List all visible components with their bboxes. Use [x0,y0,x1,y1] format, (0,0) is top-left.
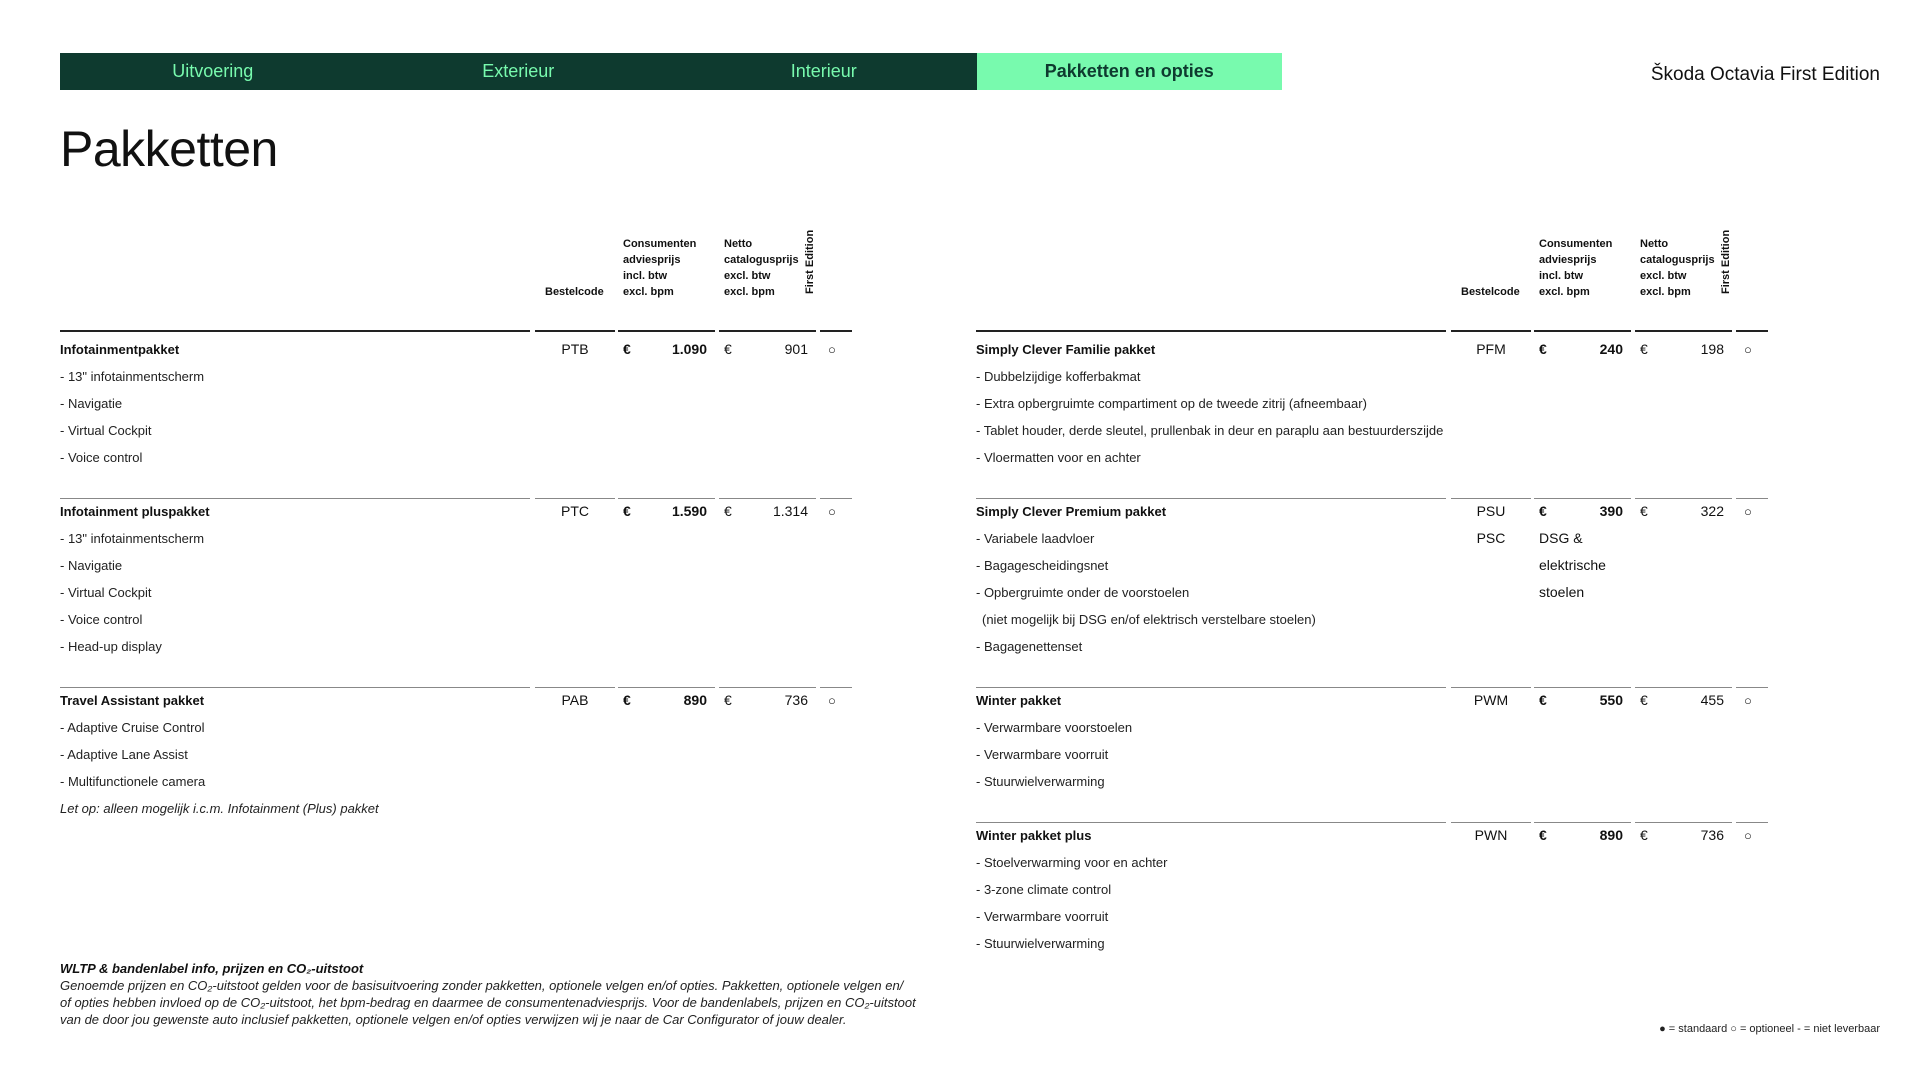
package-row [60,336,852,363]
package-item: - Dubbelzijdige kofferbakmat [976,369,1141,384]
package-block [976,687,1768,795]
package-item-row [976,390,1768,417]
package-item-row [60,768,852,795]
package-table-left [60,228,852,849]
package-item: - Stuurwielverwarming [976,936,1105,951]
package-item: - 13" infotainmentscherm [60,369,205,384]
package-item: - Bagagenettenset [976,639,1083,654]
package-item: - Stuurwielverwarming [976,774,1105,789]
currency-symbol: € [724,341,732,357]
package-alt-note: DSG & [1539,530,1583,546]
package-item-row [60,390,852,417]
net-price: 455 [1700,692,1724,708]
package-item: - 3-zone climate control [976,882,1112,897]
package-name: Winter pakket [976,693,1062,708]
package-code: PWN [1474,827,1508,843]
net-price: 901 [784,341,808,357]
section-tabs [60,53,1282,90]
package-item-row [976,903,1768,930]
package-alt-code: PSC [1476,530,1506,546]
package-item-row [976,606,1768,633]
header-rule [1736,330,1768,332]
package-item-row [976,633,1768,660]
currency-symbol: € [1640,341,1648,357]
legend: ● = standaard ○ = optioneel - = niet leverbaar [1659,1023,1880,1035]
header-consumentenprijs: Consumenten adviesprijs incl. btw excl. bpm [1539,238,1613,298]
package-name: Simply Clever Premium pakket [976,504,1167,519]
net-price: 198 [1700,341,1724,357]
optional-mark: ○ [1744,828,1752,843]
net-price: 1.314 [772,503,808,519]
package-row [976,498,1768,525]
net-price: 736 [784,692,808,708]
package-item: - Multifunctionele camera [60,774,206,789]
package-row [976,687,1768,714]
package-item: - Virtual Cockpit [60,585,152,600]
package-item-row [60,444,852,471]
package-item-row [60,363,852,390]
optional-mark: ○ [828,342,836,357]
header-first-edition: First Edition [804,229,816,294]
currency-symbol: € [724,692,732,708]
package-item: - Voice control [60,450,143,465]
package-code: PTB [561,341,589,357]
header-rule [618,330,715,332]
package-item: - Tablet houder, derde sleutel, prullenbak in deur en paraplu aan bestuurderszijde [976,423,1444,438]
optional-mark: ○ [828,504,836,519]
package-alt-note: elektrische [1539,557,1606,573]
package-row [976,822,1768,849]
currency-symbol: € [1539,503,1547,519]
package-item-row [60,633,852,660]
package-code: PTC [561,503,589,519]
package-block [60,336,852,471]
package-item-row [60,714,852,741]
package-name: Travel Assistant pakket [60,693,205,708]
header-bestelcode: Bestelcode [1461,286,1520,298]
currency-symbol: € [1640,503,1648,519]
header-rule [535,330,615,332]
package-note: Let op: alleen mogelijk i.c.m. Infotainment (Plus) pakket [60,801,379,816]
package-item: - Vloermatten voor en achter [976,450,1141,465]
package-code: PSU [1476,503,1506,519]
consumer-price: 390 [1599,503,1623,519]
package-item-row [60,606,852,633]
package-row [976,336,1768,363]
package-item: - Head-up display [60,639,162,654]
package-item-row [60,741,852,768]
page-title: Pakketten [60,121,278,177]
package-item: - Verwarmbare voorstoelen [976,720,1133,735]
package-item-row [976,525,1768,552]
package-item: - Navigatie [60,558,123,573]
header-rule [1534,330,1631,332]
package-code: PFM [1476,341,1506,357]
currency-symbol: € [1539,692,1547,708]
consumer-price: 1.590 [671,503,707,519]
net-price: 736 [1700,827,1724,843]
package-item-row [976,876,1768,903]
package-item-row [976,579,1768,606]
package-item-row [60,525,852,552]
package-item-row [60,579,852,606]
package-row [60,687,852,714]
header-first-edition: First Edition [1720,229,1732,294]
tab-uitvoering[interactable]: Uitvoering [172,61,254,81]
package-item: - Voice control [60,612,143,627]
package-item-row [976,363,1768,390]
net-price: 322 [1700,503,1724,519]
currency-symbol: € [623,503,631,519]
package-table-right [976,228,1768,984]
header-rule [976,330,1446,332]
package-item-row [976,741,1768,768]
package-item: - Navigatie [60,396,123,411]
package-row [60,498,852,525]
package-item: - Extra opbergruimte compartiment op de tweede zitrij (afneembaar) [976,396,1367,411]
header-rule [60,330,530,332]
wltp-title: WLTP & bandenlabel info, prijzen en CO₂-uitstoot [60,961,364,976]
consumer-price: 1.090 [671,341,707,357]
package-note-row [60,795,852,822]
package-item: (niet mogelijk bij DSG en/of elektrisch verstelbare stoelen) [982,612,1316,627]
header-nettoprijs: Netto catalogusprijs excl. btw excl. bpm [1640,238,1715,298]
currency-symbol: € [623,692,631,708]
package-item: - Virtual Cockpit [60,423,152,438]
consumer-price: 890 [1599,827,1623,843]
package-item-row [60,417,852,444]
package-block [60,687,852,822]
header-rule [719,330,816,332]
header-nettoprijs: Netto catalogusprijs excl. btw excl. bpm [724,238,799,298]
currency-symbol: € [724,503,732,519]
wltp-info [60,960,960,1028]
consumer-price: 890 [683,692,707,708]
consumer-price: 550 [1599,692,1623,708]
optional-mark: ○ [1744,504,1752,519]
package-item: - Stoelverwarming voor en achter [976,855,1168,870]
package-item: - Adaptive Cruise Control [60,720,205,735]
package-name: Infotainment pluspakket [60,504,210,519]
package-name: Winter pakket plus [976,828,1092,843]
package-code: PAB [561,692,589,708]
optional-mark: ○ [1744,693,1752,708]
package-item: - Bagagescheidingsnet [976,558,1109,573]
currency-symbol: € [623,341,631,357]
package-code: PWM [1473,692,1509,708]
header-rule [1451,330,1531,332]
table-header [976,228,1768,332]
package-item: - Adaptive Lane Assist [60,747,188,762]
wltp-line: van de door jou gewenste auto inclusief pakketten, optionele velgen en/of opties verwijzen wij je naar de Car Configurator of jouw dealer. [60,1012,847,1027]
wltp-line: of opties hebben invloed op de CO₂-uitstoot, het bpm-bedrag en daarmee de consumentenadviesprijs. Voor de bandenlabels, prijzen en CO₂-uitstoot [60,995,916,1010]
package-name: Infotainmentpakket [60,342,180,357]
currency-symbol: € [1640,827,1648,843]
package-block [976,498,1768,660]
package-item-row [60,552,852,579]
package-item-row [976,552,1768,579]
tab-exterieur[interactable]: Exterieur [482,61,555,81]
header-bestelcode: Bestelcode [545,286,604,298]
package-item-row [976,714,1768,741]
table-header [60,228,852,332]
package-block [976,822,1768,957]
currency-symbol: € [1640,692,1648,708]
optional-mark: ○ [828,693,836,708]
tab-interieur[interactable]: Interieur [790,61,857,81]
package-item-row [976,444,1768,471]
package-item: - Verwarmbare voorruit [976,747,1109,762]
package-item: - Verwarmbare voorruit [976,909,1109,924]
package-item-row [976,417,1768,444]
package-item: - Variabele laadvloer [976,531,1095,546]
package-name: Simply Clever Familie pakket [976,342,1156,357]
header-consumentenprijs: Consumenten adviesprijs incl. btw excl. bpm [623,238,697,298]
currency-symbol: € [1539,827,1547,843]
package-block [60,498,852,660]
package-item: - Opbergruimte onder de voorstoelen [976,585,1190,600]
wltp-line: Genoemde prijzen en CO₂-uitstoot gelden voor de basisuitvoering zonder pakketten, optionele velgen en/of opties. Pakketten, optionele velgen en/ [60,978,904,993]
package-alt-note: stoelen [1539,584,1585,600]
tab-pakketten-en-opties[interactable]: Pakketten en opties [977,53,1283,90]
header-rule [820,330,852,332]
package-item: - 13" infotainmentscherm [60,531,205,546]
package-block [976,336,1768,471]
consumer-price: 240 [1599,341,1623,357]
package-item-row [976,768,1768,795]
currency-symbol: € [1539,341,1547,357]
package-item-row [976,849,1768,876]
package-item-row [976,930,1768,957]
header-rule [1635,330,1732,332]
brand-model-name: Škoda Octavia First Edition [1650,64,1880,85]
optional-mark: ○ [1744,342,1752,357]
